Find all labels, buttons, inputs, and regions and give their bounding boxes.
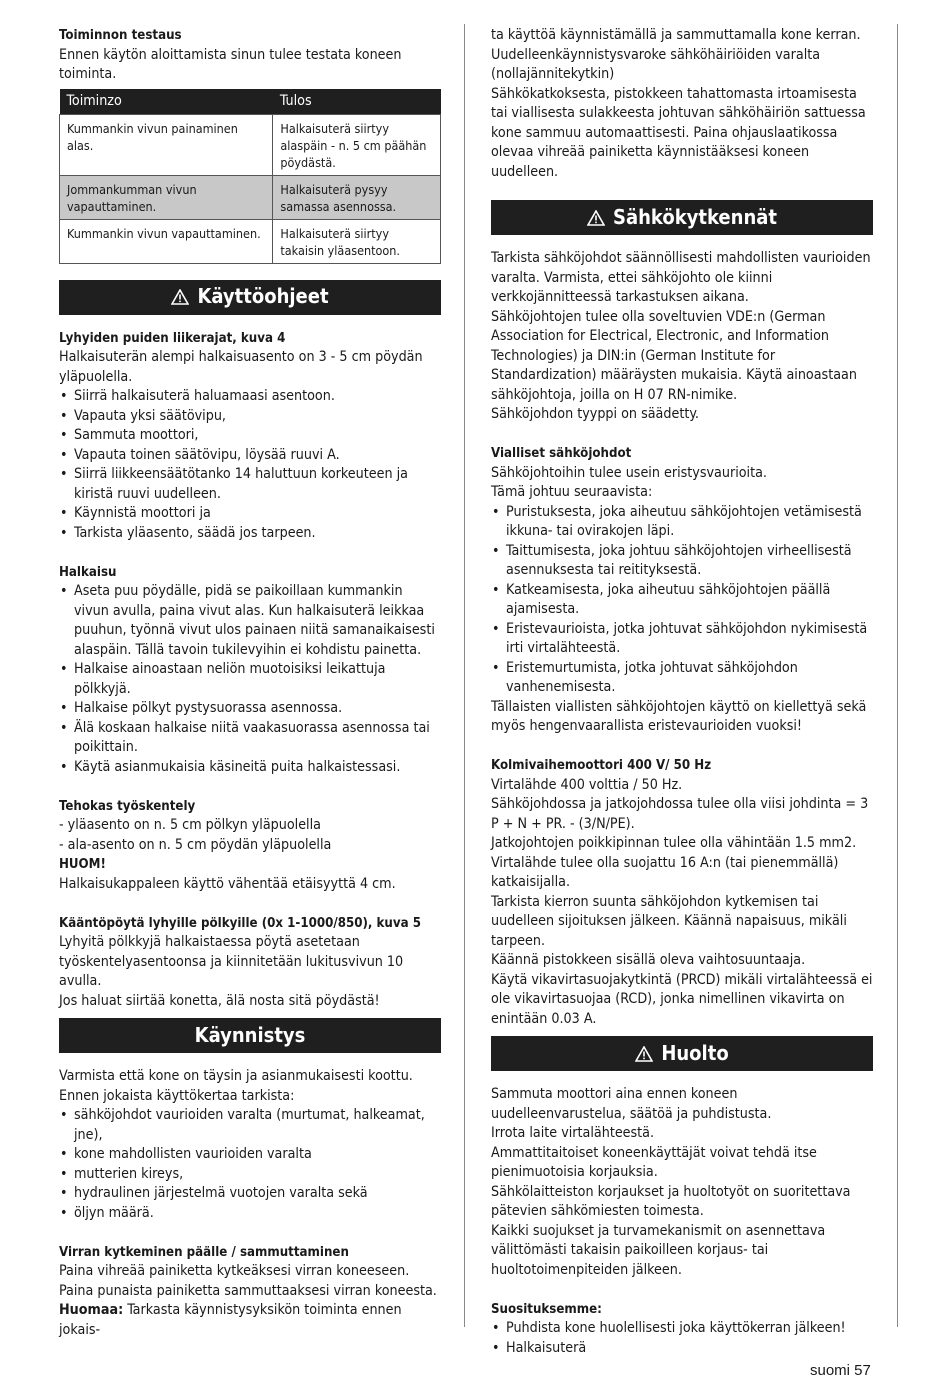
startup-list bbox=[59, 1106, 441, 1223]
table-header-function: Toiminzo bbox=[60, 89, 273, 115]
faulty-heading: Vialliset sähköjohdot bbox=[491, 446, 632, 461]
section-header-electric bbox=[491, 200, 873, 235]
section-title: Sähkökytkennät bbox=[613, 204, 777, 229]
startup-text: Varmista että kone on täysin ja asianmukaisesti koottu. Ennen jokaista käyttökertaa tarkista: bbox=[59, 1068, 413, 1104]
motor-line: Jatkojohtojen poikkipinnan tulee olla vähintään 1.5 mm2. bbox=[491, 835, 857, 851]
list-item: • Halkaisuterä bbox=[491, 1339, 873, 1359]
motor-line: Tarkista kierron suunta sähköjohdon kytkemisen tai uudelleen sijoituksen jälkeen. Käännä napaisuus, mikäli tarpeen. bbox=[491, 893, 847, 949]
power-heading: Virran kytkeminen päälle / sammuttaminen bbox=[59, 1244, 349, 1260]
column-divider-left bbox=[464, 24, 465, 1327]
testing-intro: Ennen käytön aloittamista sinun tulee testata koneen toiminta. bbox=[59, 46, 402, 82]
list-item: • Vapauta toinen säätövipu, löysää ruuvi A. bbox=[59, 446, 441, 466]
list-item: • Siirrä liikkeensäätötanko 14 haluttuun korkeuteen ja kiristä ruuvi uudelleen. bbox=[59, 465, 441, 504]
list-item: • Sammuta moottori, bbox=[59, 426, 441, 446]
continuation-text: ta käyttöä käynnistämällä ja sammuttamalla kone kerran. bbox=[491, 27, 861, 43]
list-item: • sähköjohdot vaurioiden varalta (murtumat, halkeamat, jne), bbox=[59, 1106, 441, 1145]
table-row bbox=[60, 175, 441, 219]
section-header-usage bbox=[59, 280, 441, 315]
split-heading: Halkaisu bbox=[59, 564, 117, 580]
list-item: • Käynnistä moottori ja bbox=[59, 504, 441, 524]
list-item: • Älä koskaan halkaise niitä vaakasuorassa asennossa tai poikittain. bbox=[59, 719, 441, 758]
maintenance-line: Sammuta moottori aina ennen koneen uudelleenvarustelua, säätöä ja puhdistusta. bbox=[491, 1086, 772, 1122]
section-title: Käyttöohjeet bbox=[197, 284, 329, 309]
warning-triangle-icon bbox=[635, 1046, 653, 1062]
power-note-text: Tarkasta käynnistysyksikön toiminta ennen jokais- bbox=[59, 1302, 402, 1338]
table-cell: Kummankin vivun painaminen alas. bbox=[60, 114, 273, 175]
electric-text: Tarkista sähköjohdot säännöllisesti mahdollisten vaurioiden varalta. Varmista, ettei sähköjohto ole kiinni verkkojännitteessä tarkastuksen aikana. bbox=[491, 250, 871, 305]
efficient-line: - yläasento on n. 5 cm pölkyn yläpuolella bbox=[59, 817, 321, 833]
note-text: Halkaisukappaleen käyttö vähentää etäisyyttä 4 cm. bbox=[59, 875, 396, 892]
column-divider-right bbox=[897, 24, 898, 1327]
table-cell: Halkaisuterä siirtyy alaspäin - n. 5 cm päähän pöydästä. bbox=[273, 114, 441, 175]
function-test-table bbox=[59, 89, 441, 264]
maintenance-line: Kaikki suojukset ja turvamekanismit on asennettava välittömästi takaisin paikoilleen korjaus- tai huoltotoimenpiteiden jälkeen. bbox=[491, 1222, 826, 1278]
electric-text: Sähköjohtojen tulee olla soveltuvien VDE:n (German Association for Electrical, Electronic, and Information Technologies) ja DIN:in (German Institute for Standardization) määräysten mukaisia. Käytä ainoastaan sähköjohtoja, joilla on H 07 RN-nimike. bbox=[491, 308, 857, 403]
section-title: Käynnistys bbox=[194, 1022, 306, 1047]
maintenance-line: Sähkölaitteiston korjaukset ja huoltotyöt on suoritettava pätevien sähkömiesten toimesta. bbox=[491, 1183, 851, 1219]
recommend-heading: Suosituksemme: bbox=[491, 1301, 602, 1317]
list-item: • hydraulinen järjestelmä vuotojen varalta sekä bbox=[59, 1184, 441, 1204]
continuation-text: Sähkökatkoksesta, pistokkeen tahattomasta irtoamisesta tai viallisesta sulakkeesta johtuvan sähköhäiriön sattuessa kone sammuu automaattisesti. Paina ohjauslaatikossa olevaa vihreää painiketta käynnistääksesi koneen uudelleen. bbox=[491, 85, 866, 180]
limits-list bbox=[59, 387, 441, 543]
table-cell: Halkaisuterä pysyy samassa asennossa. bbox=[273, 175, 441, 219]
power-note-label: Huomaa: bbox=[59, 1302, 124, 1318]
list-item: • Siirrä halkaisuterä haluamaasi asentoon. bbox=[59, 387, 441, 407]
table-cell: Kummankin vivun vapauttaminen. bbox=[60, 219, 273, 263]
left-column bbox=[59, 26, 441, 1340]
motor-line: Sähköjohdossa ja jatkojohdossa tulee olla viisi johdinta = 3 P + N + PR. - (3/N/PE). bbox=[491, 796, 869, 832]
warning-triangle-icon bbox=[171, 289, 189, 305]
section-header-startup bbox=[59, 1018, 441, 1053]
power-note bbox=[59, 1301, 441, 1340]
faulty-line: Sähköjohtoihin tulee usein eristysvaurioita. bbox=[491, 464, 767, 481]
list-item: • kone mahdollisten vaurioiden varalta bbox=[59, 1145, 441, 1165]
table-cell: Jommankumman vivun vapauttaminen. bbox=[60, 175, 273, 219]
list-item: • Taittumisesta, joka johtuu sähköjohtojen virheellisestä asennuksesta tai reitityksestä. bbox=[491, 542, 873, 581]
warning-triangle-icon bbox=[587, 210, 605, 226]
limits-heading: Lyhyiden puiden liikerajat, kuva 4 bbox=[59, 330, 286, 346]
section-header-maintenance bbox=[491, 1036, 873, 1071]
turntable-text-2: Jos haluat siirtää konetta, älä nosta sitä pöydästä! bbox=[59, 992, 380, 1009]
list-item: • Eristemurtumista, jotka johtuvat sähköjohdon vanhenemisesta. bbox=[491, 659, 873, 698]
note-heading: HUOM! bbox=[59, 857, 106, 872]
recommend-list bbox=[491, 1319, 873, 1358]
faulty-text: Tällaisten viallisten sähköjohtojen käyttö on kiellettyä sekä myös hengenvaarallista eristevaurioiden vuoksi! bbox=[491, 698, 867, 734]
list-item: • Eristevaurioista, jotka johtuvat sähköjohdon nykimisestä irti virtalähteestä. bbox=[491, 620, 873, 659]
electric-text: Sähköjohdon tyyppi on säädetty. bbox=[491, 406, 699, 422]
efficient-heading: Tehokas työskentely bbox=[59, 798, 196, 814]
section-title: Huolto bbox=[661, 1040, 729, 1065]
list-item: • Käytä asianmukaisia käsineitä puita halkaistessasi. bbox=[59, 758, 441, 778]
limits-text: Halkaisuterän alempi halkaisuasento on 3 - 5 cm pöydän yläpuolella. bbox=[59, 349, 423, 385]
split-list bbox=[59, 582, 441, 777]
faulty-list bbox=[491, 503, 873, 698]
list-item: • Vapauta yksi säätövipu, bbox=[59, 407, 441, 427]
motor-line: Käännä pistokkeen sisällä oleva vaihtosuuntaaja. bbox=[491, 952, 806, 968]
table-row bbox=[60, 114, 441, 175]
list-item: • Halkaise pölkyt pystysuorassa asennossa. bbox=[59, 699, 441, 719]
power-line: Paina vihreää painiketta kytkeäksesi virran koneeseen. bbox=[59, 1263, 410, 1279]
list-item: • Puristuksesta, joka aiheutuu sähköjohtojen vetämisestä ikkuna- tai ovirakojen läpi. bbox=[491, 503, 873, 542]
motor-heading: Kolmivaihemoottori 400 V/ 50 Hz bbox=[491, 758, 712, 773]
maintenance-line: Irrota laite virtalähteestä. bbox=[491, 1125, 655, 1141]
motor-line: Virtalähde 400 volttia / 50 Hz. bbox=[491, 776, 683, 793]
list-item: • Puhdista kone huolellisesti joka käyttökerran jälkeen! bbox=[491, 1319, 873, 1339]
efficient-line: - ala-asento on n. 5 cm pöydän yläpuolella bbox=[59, 836, 332, 853]
list-item: • öljyn määrä. bbox=[59, 1204, 441, 1224]
page-number: suomi 57 bbox=[810, 1362, 871, 1379]
table-row bbox=[60, 219, 441, 263]
power-line: Paina punaista painiketta sammuttaaksesi virran koneesta. bbox=[59, 1282, 437, 1299]
list-item: • Tarkista yläasento, säädä jos tarpeen. bbox=[59, 524, 441, 544]
list-item: • mutterien kireys, bbox=[59, 1165, 441, 1185]
list-item: • Halkaise ainoastaan neliön muotoisiksi leikattuja pölkkyjä. bbox=[59, 660, 441, 699]
table-header-result: Tulos bbox=[273, 89, 441, 115]
list-item: • Katkeamisesta, joka aiheutuu sähköjohtojen päällä ajamisesta. bbox=[491, 581, 873, 620]
faulty-line: Tämä johtuu seuraavista: bbox=[491, 484, 653, 500]
right-column bbox=[491, 26, 873, 1358]
turntable-heading: Kääntöpöytä lyhyille pölkyille (0x 1-1000/850), kuva 5 bbox=[59, 915, 421, 931]
motor-line: Virtalähde tulee olla suojattu 16 A:n (tai pienemmällä) katkaisijalla. bbox=[491, 854, 839, 890]
continuation-text: Uudelleenkäynnistysvaroke sähköhäiriöiden varalta (nollajännitekytkin) bbox=[491, 46, 821, 82]
list-item: • Aseta puu pöydälle, pidä se paikoillaan kummankin vivun avulla, paina vivut alas. Kun halkaisuterä leikkaa puuhun, työnnä vivut ulos painaen niitä samanaikaisesti alaspäin. Tällä tavoin tukilevyihin ei kohdistu painetta. bbox=[59, 582, 441, 660]
motor-line: Käytä vikavirtasuojakytkintä (PRCD) mikäli virtalähteessä ei ole vikavirtasuojaa (RCD), jonka nimellinen vikavirta on enintään 0.03 A. bbox=[491, 971, 873, 1027]
maintenance-line: Ammattitaitoiset koneenkäyttäjät voivat tehdä itse pienimuotoisia korjauksia. bbox=[491, 1144, 817, 1180]
table-cell: Halkaisuterä siirtyy takaisin yläasentoon. bbox=[273, 219, 441, 263]
turntable-text: Lyhyitä pölkkyjä halkaistaessa pöytä asetetaan työskentelyasentoonsa ja kiinnitetään lukitusvivun 10 avulla. bbox=[59, 934, 404, 989]
testing-heading: Toiminnon testaus bbox=[59, 28, 182, 43]
